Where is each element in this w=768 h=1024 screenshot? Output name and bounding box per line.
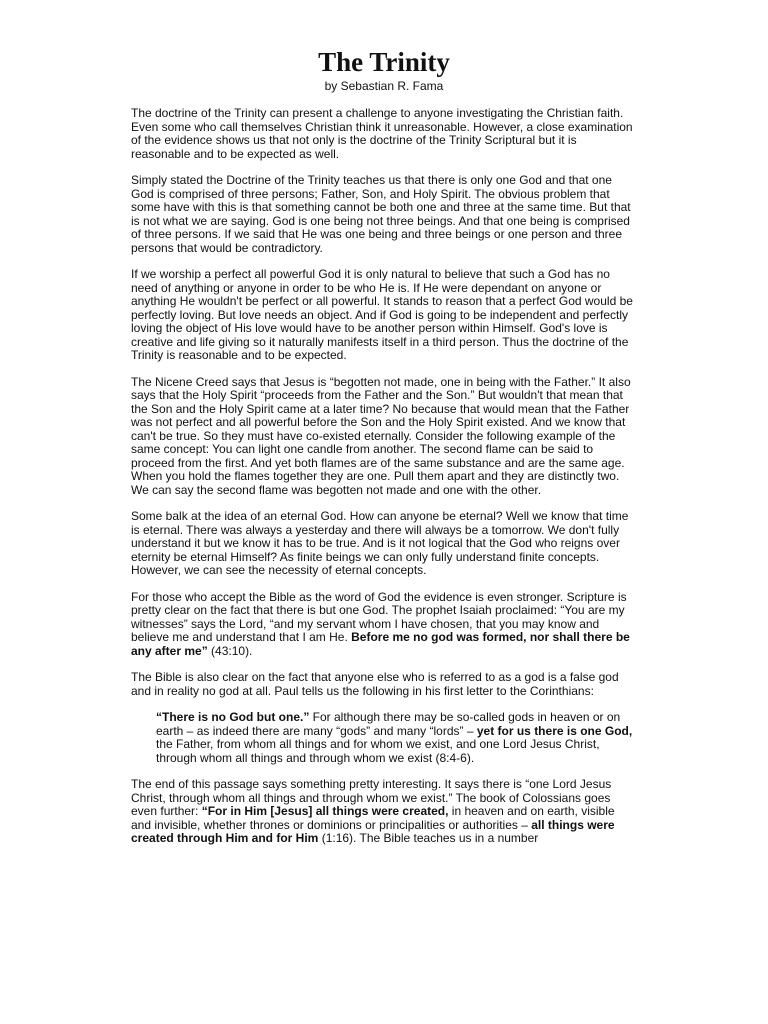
isaiah-reference: (43:10).: [207, 643, 253, 658]
paragraph-6-text: For those who accept the Bible as the word of God the evidence is even stronger. Scripture is pretty clear on the fact that there is but one God. The prophet Isaiah proclaimed: “You are my witnesses” says the Lord, “and my servant whom I have chosen, that you may know and believe me and understand that I am He.: [131, 589, 627, 644]
paragraph-5: Some balk at the idea of an eternal God. How can anyone be eternal? Well we know that time is eternal. There was always a yesterday and there will always be a tomorrow. We don't fully understand it but we know it has to be true. And is it not logical that the God who reigns over eternity be eternal Himself? As finite beings we can only fully understand finite concepts. However, we can see the necessity of eternal concepts.: [131, 509, 629, 577]
colossians-emphasis-1: “For in Him [Jesus] all things were created,: [201, 804, 449, 818]
corinthians-block-quote: [156, 711, 637, 765]
paragraph-8-text-1: The end of this passage says something pretty interesting. It says there is “one Lord Jesus Christ, through whom all things and through whom we exist.” The book of Colossians goes even further:: [131, 777, 612, 818]
paragraph-3: If we worship a perfect all powerful God it is only natural to believe that such a God has no need of anything or anyone in order to be who He is. If He were dependant on anyone or anything He wouldn't be perfect or all powerful. It stands to reason that a perfect God would be perfectly loving. But love needs an object. And if God is going to be independent and perfectly loving the object of His love would have to be another person within Himself. God's love is creative and life giving so it naturally manifests itself in a third person. Thus the doctrine of the Trinity is reasonable and to be expected.: [131, 267, 633, 362]
colossians-emphasis-2: all things were created through Him and for Him: [131, 817, 615, 845]
quote-emphasis-2: yet for us there is one God,: [476, 723, 633, 738]
document-title: The Trinity: [318, 47, 450, 77]
paragraph-7: The Bible is also clear on the fact that anyone else who is referred to as a god is a false god and in reality no god at all. Paul tells us the following in his first letter to the Corinthians:: [131, 670, 619, 698]
author-byline: by Sebastian R. Fama: [324, 79, 444, 93]
paragraph-8-text-2: in heaven and on earth, visible and invisible, whether thrones or dominions or principalities or authorities –: [131, 804, 615, 832]
paragraph-1: The doctrine of the Trinity can present a challenge to anyone investigating the Christian faith. Even some who call themselves Christian think it unreasonable. However, a close examination of the evidence shows us that not only is the doctrine of the Trinity Scriptural but it is reasonable and to be expected as well.: [131, 106, 633, 161]
quote-text-2: the Father, from whom all things and for whom we exist, and one Lord Jesus Christ, through whom all things and through whom we exist (8:4-6).: [156, 737, 600, 765]
paragraph-8: [131, 778, 637, 846]
paragraph-4: The Nicene Creed says that Jesus is “begotten not made, one in being with the Father.” It also says that the Holy Spirit “proceeds from the Father and the Son.” But wouldn't that mean that the Son and the Holy Spirit came at a later time? No because that would mean that the Father was not perfect and all powerful before the Son and the Holy Spirit existed. And we know that can't be true. So they must have co-existed eternally. Consider the following example of the same concept: You can light one candle from another. The second flame can be said to proceed from the first. And yet both flames are of the same substance and are the same age. When you hold the flames together they are one. Pull them apart and they are distinctly two. We can say the second flame was begotten not made and one with the other.: [131, 374, 631, 497]
quote-text-1: For although there may be so-called gods in heaven or on earth – as indeed there are many “gods” and many “lords” –: [156, 710, 621, 738]
paragraph-8-text-3: (1:16). The Bible teaches us in a number: [318, 831, 539, 845]
paragraph-2: Simply stated the Doctrine of the Trinity teaches us that there is only one God and that one God is comprised of three persons; Father, Son, and Holy Spirit. The obvious problem that some have with this is that something cannot be both one and three at the same time. But that is not what we are saying. God is one being not three beings. And that one being is comprised of three persons. If we said that He was one being and three beings or one person and three persons that would be contradictory.: [131, 173, 631, 255]
document-body: [131, 107, 637, 846]
paragraph-6: [131, 591, 637, 659]
quote-emphasis-1: “There is no God but one.”: [156, 710, 310, 724]
isaiah-quote-emphasis: Before me no god was formed, nor shall there be any after me”: [131, 630, 630, 658]
